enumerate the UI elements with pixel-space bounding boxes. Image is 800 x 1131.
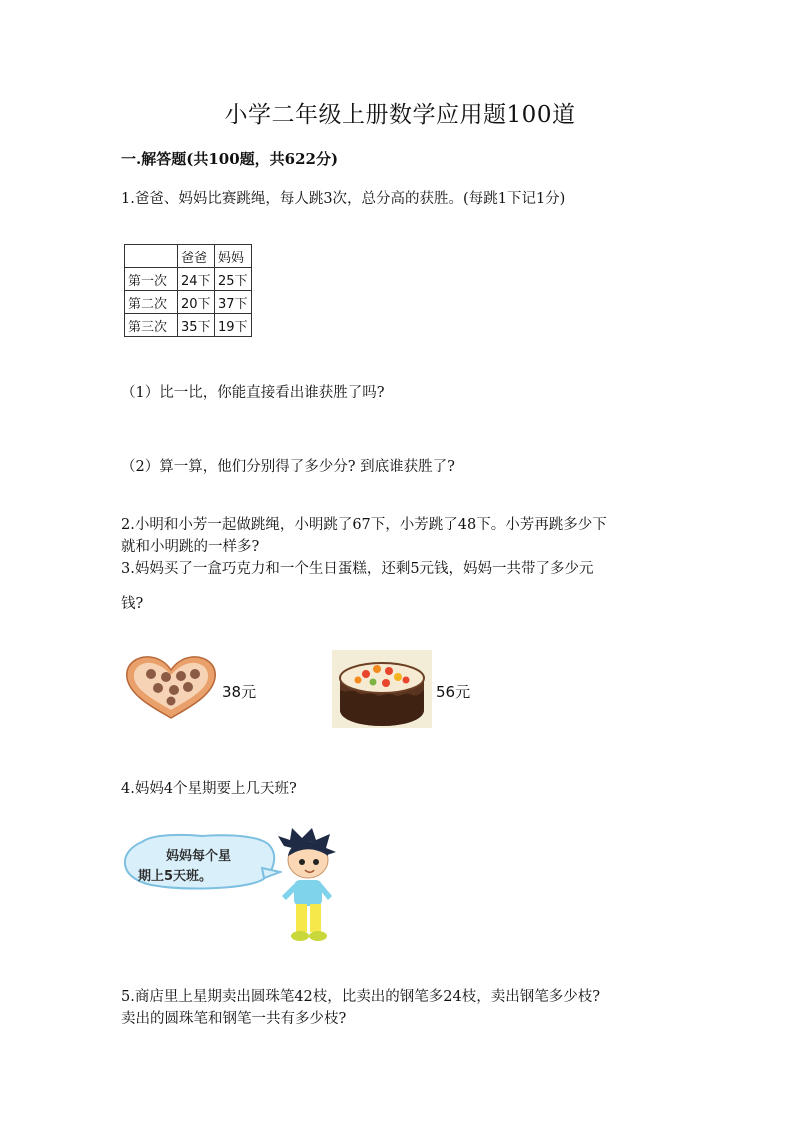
question-3-line-1: 3.妈妈买了一盒巧克力和一个生日蛋糕，还剩5元钱，妈妈一共带了多少元 — [121, 561, 594, 577]
table-header-cell: 爸爸 — [178, 245, 215, 268]
table-header-row — [125, 245, 252, 268]
chocolate-price-label: 38元 — [222, 683, 257, 701]
table-cell: 第二次 — [125, 291, 178, 314]
question-5-line-1: 5.商店里上星期卖出圆珠笔42枝，比卖出的钢笔多24枝，卖出钢笔多少枝? — [121, 989, 601, 1005]
question-2-line-2: 就和小明跳的一样多? — [121, 539, 260, 555]
table-cell: 24下 — [178, 268, 215, 291]
question-5-line-2: 卖出的圆珠笔和钢笔一共有多少枝? — [121, 1011, 347, 1027]
table-cell: 37下 — [215, 291, 252, 314]
question-2-line-1: 2.小明和小芳一起做跳绳，小明跳了67下，小芳跳了48下。小芳再跳多少下 — [121, 517, 607, 533]
question-1-subquestion-2: （2）算一算，他们分别得了多少分? 到底谁获胜了? — [121, 459, 455, 475]
table-cell: 35下 — [178, 314, 215, 337]
table-header-cell: 妈妈 — [215, 245, 252, 268]
speech-bubble-line-2: 期上5天班。 — [138, 869, 213, 884]
page-title: 小学二年级上册数学应用题100道 — [224, 102, 576, 128]
speech-bubble-line-1: 妈妈每个星 — [166, 849, 232, 864]
table-row — [125, 314, 252, 337]
table-row — [125, 291, 252, 314]
question-1-text: 1.爸爸、妈妈比赛跳绳，每人跳3次，总分高的获胜。(每跳1下记1分) — [121, 191, 566, 207]
table-cell: 第一次 — [125, 268, 178, 291]
jump-rope-score-table — [124, 244, 252, 337]
chocolate-box-image — [124, 654, 218, 720]
section-heading: 一.解答题(共100题，共622分) — [121, 150, 339, 168]
boy-cartoon-image — [272, 826, 344, 944]
table-header-cell — [125, 245, 178, 268]
table-cell: 25下 — [215, 268, 252, 291]
cake-price-label: 56元 — [436, 683, 471, 701]
table-cell: 20下 — [178, 291, 215, 314]
table-row — [125, 268, 252, 291]
table-cell: 第三次 — [125, 314, 178, 337]
table-cell: 19下 — [215, 314, 252, 337]
question-4-text: 4.妈妈4个星期要上几天班? — [121, 781, 297, 797]
question-3-line-2: 钱? — [121, 596, 144, 612]
question-1-subquestion-1: （1）比一比，你能直接看出谁获胜了吗? — [121, 385, 385, 401]
speech-bubble-text — [138, 847, 232, 887]
birthday-cake-image — [332, 650, 432, 728]
